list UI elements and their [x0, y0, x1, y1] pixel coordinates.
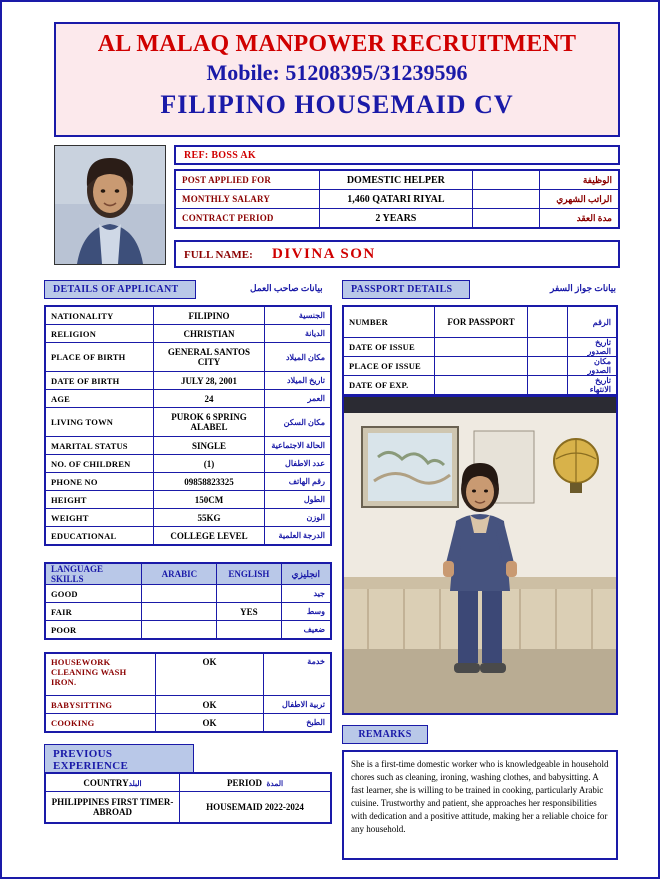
- detail-label: NATIONALITY: [45, 306, 154, 325]
- passport-blank: [527, 376, 567, 396]
- full-name-value: DIVINA SON: [272, 246, 376, 262]
- skill-label: BABYSITTING: [45, 696, 155, 714]
- table-row: [45, 509, 331, 527]
- language-english-value: [217, 621, 281, 640]
- passport-label: NUMBER: [343, 306, 434, 338]
- previous-experience-table: [44, 772, 332, 824]
- language-english-value: YES: [217, 603, 281, 621]
- language-level-label: POOR: [45, 621, 142, 640]
- passport-banner: PASSPORT DETAILS: [342, 280, 470, 299]
- skill-value: OK: [155, 653, 264, 696]
- period-header: [180, 773, 331, 792]
- post-label: POST APPLIED FOR: [175, 170, 320, 190]
- language-level-label: FAIR: [45, 603, 142, 621]
- period-value: HOUSEMAID 2022-2024: [180, 792, 331, 824]
- table-row: [45, 696, 331, 714]
- table-row: [45, 491, 331, 509]
- table-row: [45, 306, 331, 325]
- passport-label: DATE OF EXP.: [343, 376, 434, 396]
- language-arabic-text: جيد: [281, 585, 331, 603]
- passport-arabic-note: بيانات جواز السفر: [550, 283, 617, 293]
- detail-value: SINGLE: [154, 437, 265, 455]
- detail-value: CHRISTIAN: [154, 325, 265, 343]
- table-header-row: [45, 773, 331, 792]
- document-title: FILIPINO HOUSEMAID CV: [160, 90, 514, 119]
- language-english-value: [217, 585, 281, 603]
- passport-label: PLACE OF ISSUE: [343, 357, 434, 376]
- remarks-banner: REMARKS: [342, 725, 428, 744]
- detail-label: HEIGHT: [45, 491, 154, 509]
- detail-arabic: الحالة الاجتماعية: [264, 437, 331, 455]
- detail-label: PLACE OF BIRTH: [45, 343, 154, 372]
- passport-label: DATE OF ISSUE: [343, 338, 434, 357]
- company-mobile: Mobile: 51208395/31239596: [206, 60, 468, 85]
- passport-value: [434, 338, 527, 357]
- work-skills-table: [44, 652, 332, 733]
- contract-label: CONTRACT PERIOD: [175, 209, 320, 229]
- detail-arabic: تاريخ الميلاد: [264, 372, 331, 390]
- country-value: PHILIPPINES FIRST TIMER- ABROAD: [45, 792, 180, 824]
- detail-arabic: مكان السكن: [264, 408, 331, 437]
- detail-arabic: الطول: [264, 491, 331, 509]
- detail-value: GENERAL SANTOS CITY: [154, 343, 265, 372]
- reference-box: [174, 145, 620, 165]
- detail-value: FILIPINO: [154, 306, 265, 325]
- applicant-portrait-photo: [54, 145, 166, 265]
- portrait-illustration: [55, 146, 165, 264]
- detail-value: 09858823325: [154, 473, 265, 491]
- passport-details-table: [342, 305, 618, 396]
- detail-value: JULY 28, 2001: [154, 372, 265, 390]
- post-arabic: الوظيفة: [539, 170, 619, 190]
- language-arabic-text: ضعيف: [281, 621, 331, 640]
- detail-value: 55KG: [154, 509, 265, 527]
- post-blank: [472, 170, 539, 190]
- detail-value: (1): [154, 455, 265, 473]
- passport-arabic: الرقم: [567, 306, 617, 338]
- post-value: DOMESTIC HELPER: [320, 170, 473, 190]
- language-skills-table: [44, 562, 332, 640]
- full-name-box: [174, 240, 620, 268]
- applicant-full-body-photo: [342, 395, 618, 715]
- table-row: [45, 653, 331, 696]
- passport-blank: [527, 338, 567, 357]
- skill-value: OK: [155, 714, 264, 733]
- remarks-box: She is a first-time domestic worker who is knowledgeable in household chores such as cleaning, ironing, washing clothes, and babysitting. A fast learner, she is willing to be trained in cooking, particularly Arabic cuisine. Trustworthy and patient, she approaches her responsibilities with dedication and a positive attitude, making her a reliable choice for any household.: [342, 750, 618, 860]
- full-body-illustration: [344, 397, 616, 713]
- passport-arabic: مكان الصدور: [567, 357, 617, 376]
- detail-value: PUROK 6 SPRING ALABEL: [154, 408, 265, 437]
- table-row: [343, 376, 617, 396]
- salary-blank: [472, 190, 539, 209]
- table-row: [45, 473, 331, 491]
- table-row: [175, 209, 619, 229]
- contract-arabic: مدة العقد: [539, 209, 619, 229]
- table-row: [45, 372, 331, 390]
- table-row: [45, 437, 331, 455]
- table-row: [45, 408, 331, 437]
- details-arabic-note: بيانات صاحب العمل: [250, 283, 323, 293]
- passport-value: FOR PASSPORT: [434, 306, 527, 338]
- detail-arabic: العمر: [264, 390, 331, 408]
- english-arabic-header: انجليزي: [281, 563, 331, 585]
- skill-label: COOKING: [45, 714, 155, 733]
- salary-label: MONTHLY SALARY: [175, 190, 320, 209]
- table-row: [45, 585, 331, 603]
- detail-label: LIVING TOWN: [45, 408, 154, 437]
- contract-blank: [472, 209, 539, 229]
- skill-arabic: خدمة: [264, 653, 331, 696]
- skill-arabic: تربية الاطفال: [264, 696, 331, 714]
- detail-label: MARITAL STATUS: [45, 437, 154, 455]
- table-row: [45, 603, 331, 621]
- table-row: [175, 190, 619, 209]
- period-header-arabic: المدة: [266, 778, 284, 788]
- detail-label: NO. OF CHILDREN: [45, 455, 154, 473]
- detail-value: 150CM: [154, 491, 265, 509]
- detail-arabic: الوزن: [264, 509, 331, 527]
- salary-arabic: الراتب الشهري: [539, 190, 619, 209]
- table-row: [343, 338, 617, 357]
- table-header-row: [45, 563, 331, 585]
- table-row: [45, 390, 331, 408]
- skill-label: HOUSEWORK CLEANING WASH IRON.: [45, 653, 155, 696]
- applicant-details-table: [44, 305, 332, 546]
- full-name-label: FULL NAME:: [184, 249, 253, 261]
- arabic-column-header: ARABIC: [142, 563, 217, 585]
- salary-value: 1,460 QATARI RIYAL: [320, 190, 473, 209]
- detail-label: WEIGHT: [45, 509, 154, 527]
- detail-value: COLLEGE LEVEL: [154, 527, 265, 546]
- country-header-label: COUNTRY: [83, 777, 129, 788]
- period-header-label: PERIOD: [226, 777, 262, 788]
- passport-arabic: تاريخ الانتهاء: [567, 376, 617, 396]
- table-row: [45, 325, 331, 343]
- passport-value: [434, 357, 527, 376]
- table-row: [343, 357, 617, 376]
- language-arabic-value: [142, 585, 217, 603]
- language-arabic-value: [142, 603, 217, 621]
- passport-blank: [527, 306, 567, 338]
- skill-value: OK: [155, 696, 264, 714]
- table-row: [45, 714, 331, 733]
- table-row: [45, 455, 331, 473]
- detail-arabic: عدد الاطفال: [264, 455, 331, 473]
- header-banner: [54, 22, 620, 137]
- table-row: [175, 170, 619, 190]
- table-row: [45, 621, 331, 640]
- previous-experience-banner: PREVIOUS EXPERIENCE: [44, 744, 194, 776]
- detail-arabic: الديانة: [264, 325, 331, 343]
- contract-value: 2 YEARS: [320, 209, 473, 229]
- passport-blank: [527, 357, 567, 376]
- language-skills-header: LANGUAGE SKILLS: [45, 563, 142, 585]
- detail-label: DATE OF BIRTH: [45, 372, 154, 390]
- english-column-header: ENGLISH: [217, 563, 281, 585]
- post-applied-table: [174, 169, 620, 229]
- table-row: [343, 306, 617, 338]
- country-header-arabic: البلد: [128, 778, 142, 788]
- country-header: [45, 773, 180, 792]
- details-banner: DETAILS OF APPLICANT: [44, 280, 196, 299]
- detail-arabic: مكان الميلاد: [264, 343, 331, 372]
- detail-arabic: الجنسية: [264, 306, 331, 325]
- skill-arabic: الطبخ: [264, 714, 331, 733]
- detail-label: AGE: [45, 390, 154, 408]
- detail-arabic: رقم الهاتف: [264, 473, 331, 491]
- table-row: [45, 343, 331, 372]
- company-name: AL MALAQ MANPOWER RECRUITMENT: [97, 31, 577, 57]
- language-arabic-value: [142, 621, 217, 640]
- passport-arabic: تاريخ الصدور: [567, 338, 617, 357]
- reference-label: REF: BOSS AK: [184, 150, 256, 161]
- table-row: [45, 527, 331, 546]
- language-arabic-text: وسط: [281, 603, 331, 621]
- detail-label: EDUCATIONAL: [45, 527, 154, 546]
- detail-value: 24: [154, 390, 265, 408]
- detail-label: PHONE NO: [45, 473, 154, 491]
- detail-arabic: الدرجة العلمية: [264, 527, 331, 546]
- detail-label: RELIGION: [45, 325, 154, 343]
- language-level-label: GOOD: [45, 585, 142, 603]
- passport-value: [434, 376, 527, 396]
- table-row: [45, 792, 331, 824]
